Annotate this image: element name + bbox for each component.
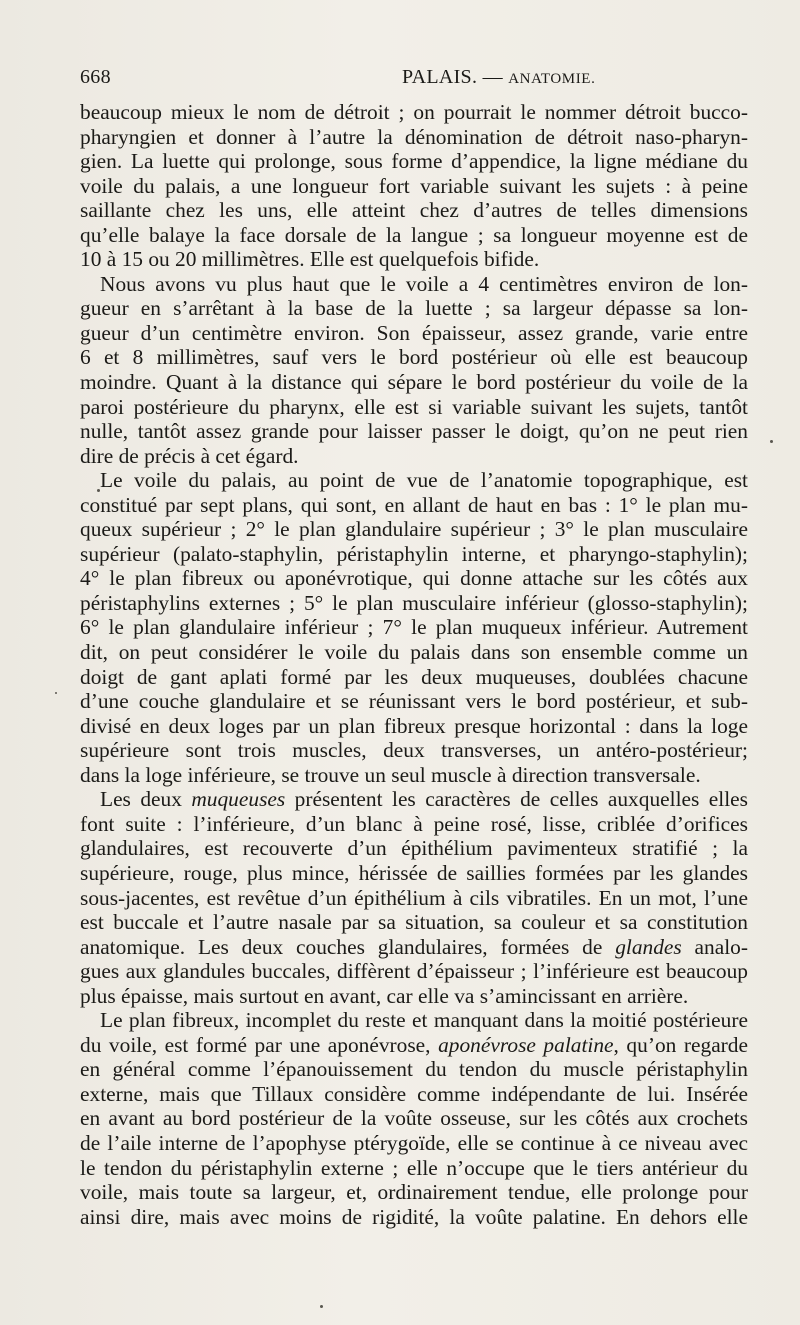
text-line: de l’aile interne de l’apophyse ptérygoïde, elle se continue à ce niveau avec <box>80 1130 748 1155</box>
running-title-main: PALAIS. <box>402 66 478 88</box>
italic-term: muqueuses <box>191 787 286 812</box>
text-line: voile du palais, a une longueur fort variable suivant les sujets : à peine <box>80 173 748 198</box>
text-line: Le plan fibreux, incomplet du reste et manquant dans la moitié postérieure <box>100 1008 748 1033</box>
print-speck <box>770 440 773 443</box>
text-line: qu’elle balaye la face dorsale de la langue ; sa longueur moyenne est de <box>80 222 748 247</box>
text-line: nulle, tantôt assez grande pour laisser passer le doigt, qu’on ne peut rien <box>80 419 748 444</box>
text-line: dans la loge inférieure, se trouve un seul muscle à direction transversale. <box>80 762 701 787</box>
text-line: voile, mais toute sa largeur, et, ordinairement tendue, elle prolonge pour <box>80 1180 748 1205</box>
text-line: beaucoup mieux le nom de détroit ; on pourrait le nommer détroit bucco- <box>80 100 748 124</box>
text-line: ainsi dire, mais avec moins de rigidité, la voûte palatine. En dehors elle <box>80 1204 748 1229</box>
text-line: doigt de gant aplati formé par les deux muqueuses, doublées chacune <box>80 664 748 689</box>
text-line: supérieure sont trois muscles, deux transverses, un antéro-postérieur; <box>80 738 748 763</box>
text-line: divisé en deux loges par un plan fibreux presque horizontal : dans la loge <box>80 713 748 738</box>
text-line: 6° le plan glandulaire inférieur ; 7° le plan muqueux inférieur. Autrement <box>80 615 748 640</box>
text-line: 4° le plan fibreux ou aponévrotique, qui donne attache sur les côtés aux <box>80 566 748 591</box>
text-line: dit, on peut considérer le voile du palais dans son ensemble comme un <box>80 640 748 665</box>
body-text <box>80 100 748 1229</box>
text-line: constitué par sept plans, qui sont, en allant de haut en bas : 1° le plan mu- <box>80 492 748 517</box>
italic-term: aponévrose palatine <box>438 1032 614 1057</box>
text-line: paroi postérieure du pharynx, elle est si variable suivant les sujets, tantôt <box>80 394 748 419</box>
running-title-separator: — <box>482 66 503 88</box>
text-line: glandulaires, est recouverte d’un épithélium pavimenteux stratifié ; la <box>80 836 748 861</box>
text-line: en avant au bord postérieur de la voûte osseuse, sur les côtés aux crochets <box>80 1106 748 1131</box>
print-speck <box>320 1305 323 1308</box>
text-line: gueur en s’arrêtant à la base de la luette ; sa largeur dépasse sa lon- <box>80 296 748 321</box>
text-line: pharyngien et donner à l’autre la dénomination de détroit naso-pharyn- <box>80 124 748 149</box>
text-line: 10 à 15 ou 20 millimètres. Elle est quelquefois bifide. <box>80 247 540 272</box>
text-line: en général comme l’épanouissement du tendon du muscle péristaphylin <box>80 1057 748 1082</box>
text-line: font suite : l’inférieure, d’un blanc à peine rosé, lisse, criblée d’orifices <box>80 811 748 836</box>
text-line: d’une couche glandulaire et se réunissant vers le bord postérieur, et sub- <box>80 689 748 714</box>
text-line: 6 et 8 millimètres, sauf vers le bord postérieur où elle est beaucoup <box>80 345 748 370</box>
running-title-subtitle: ANATOMIE. <box>508 71 596 87</box>
text-line: le tendon du péristaphylin externe ; elle n’occupe que le tiers antérieur du <box>80 1155 748 1180</box>
print-speck <box>55 692 57 694</box>
text-line: moindre. Quant à la distance qui sépare le bord postérieur du voile de la <box>80 370 748 395</box>
text-line: supérieur (palato-staphylin, péristaphylin interne, et pharyngo-staphylin); <box>80 541 748 566</box>
text-line: Nous avons vu plus haut que le voile a 4 centimètres environ de lon- <box>100 271 748 296</box>
running-title <box>402 66 595 89</box>
italic-term: glandes <box>615 934 682 959</box>
text-line: Le voile du palais, au point de vue de l’anatomie topographique, est <box>100 468 748 493</box>
text-line: queux supérieur ; 2° le plan glandulaire supérieur ; 3° le plan musculaire <box>80 517 748 542</box>
text-line: Les deux muqueuses présentent les caractères de celles auxquelles elles <box>100 787 748 812</box>
text-line: gueur d’un centimètre environ. Son épaisseur, assez grande, varie entre <box>80 320 748 345</box>
text-line: est buccale et l’autre nasale par sa situation, sa couleur et sa constitution <box>80 910 748 935</box>
text-line: péristaphylins externes ; 5° le plan musculaire inférieur (glosso-staphylin); <box>80 590 748 615</box>
text-line: supérieure, rouge, plus mince, hérissée de saillies formées par les glandes <box>80 860 748 885</box>
page-number: 668 <box>80 66 111 88</box>
text-line: gien. La luette qui prolonge, sous forme d’appendice, la ligne médiane du <box>80 149 748 174</box>
text-line: externe, mais que Tillaux considère comme indépendante de lui. Insérée <box>80 1081 748 1106</box>
text-line: gues aux glandules buccales, diffèrent d’épaisseur ; l’inférieure est beaucoup <box>80 959 748 984</box>
text-line: saillante chez les uns, elle atteint chez d’autres de telles dimensions <box>80 198 748 223</box>
print-speck <box>97 489 100 492</box>
running-header <box>80 66 770 96</box>
text-line: du voile, est formé par une aponévrose, aponévrose palatine, qu’on regarde <box>80 1032 748 1057</box>
text-line: anatomique. Les deux couches glandulaires, formées de glandes analo- <box>80 934 748 959</box>
text-line: sous-jacentes, est revêtue d’un épithélium à cils vibratiles. En un mot, l’une <box>80 885 748 910</box>
text-line: dire de précis à cet égard. <box>80 443 299 468</box>
text-line: plus épaisse, mais surtout en avant, car elle va s’amincissant en arrière. <box>80 983 689 1008</box>
